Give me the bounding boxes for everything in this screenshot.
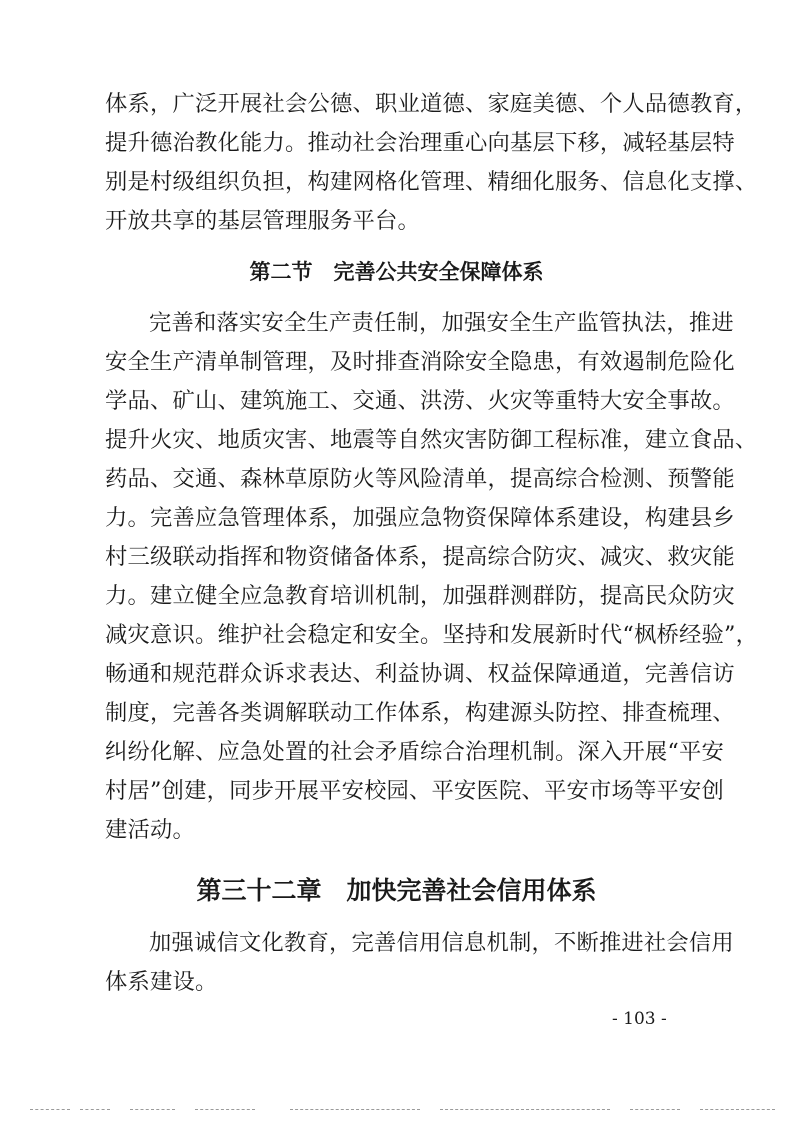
paragraph-line: 开放共享的基层管理服务平台。 <box>105 208 420 234</box>
paragraph-line: 建活动。 <box>105 817 195 843</box>
paragraph-line: 体系，广泛开展社会公德、职业道德、家庭美德、个人品德教育， <box>105 91 758 117</box>
paragraph-line: 村居”创建，同步开展平安校园、平安医院、平安市场等平安创 <box>105 778 725 804</box>
paragraph-grassroots-governance <box>105 85 758 241</box>
paragraph-line: 完善和落实安全生产责任制，加强安全生产监管执法，推进 <box>149 310 734 336</box>
paragraph-line: 力。完善应急管理体系，加强应急物资保障体系建设，构建县乡 <box>105 505 735 531</box>
paragraph-line: 安全生产清单制管理，及时排查消除安全隐患，有效遏制危险化 <box>105 349 735 375</box>
paragraph-line: 加强诚信文化教育，完善信用信息机制，不断推进社会信用 <box>149 930 734 956</box>
section-heading: 第二节 完善公共安全保障体系 <box>249 260 544 284</box>
paragraph-public-safety <box>105 304 759 850</box>
paragraph-line: 提升德治教化能力。推动社会治理重心向基层下移，减轻基层特 <box>105 130 735 156</box>
paragraph-line: 提升火灾、地质灾害、地震等自然灾害防御工程标准，建立食品、 <box>105 427 758 453</box>
paragraph-line: 别是村级组织负担，构建网格化管理、精细化服务、信息化支撑、 <box>105 169 758 195</box>
paragraph-line: 体系建设。 <box>105 969 218 995</box>
chapter-heading: 第三十二章 加快完善社会信用体系 <box>196 876 597 905</box>
paragraph-line: 学品、矿山、建筑施工、交通、洪涝、火灾等重特大安全事故。 <box>105 388 735 414</box>
page-number: - 103 - <box>612 1009 667 1029</box>
paragraph-line: 纠纷化解、应急处置的社会矛盾综合治理机制。深入开展“平安 <box>105 739 725 765</box>
paragraph-line: 减灾意识。维护社会稳定和安全。坚持和发展新时代“枫桥经验”， <box>105 622 759 648</box>
paragraph-line: 畅通和规范群众诉求表达、利益协调、权益保障通道，完善信访 <box>105 661 735 687</box>
paragraph-line: 制度，完善各类调解联动工作体系，构建源头防控、排查梳理、 <box>105 700 735 726</box>
paragraph-social-credit <box>105 924 734 1002</box>
paragraph-line: 力。建立健全应急教育培训机制，加强群测群防，提高民众防灾 <box>105 583 735 609</box>
scan-edge-artifact <box>0 1106 793 1114</box>
paragraph-line: 药品、交通、森林草原防火等风险清单，提高综合检测、预警能 <box>105 466 735 492</box>
paragraph-line: 村三级联动指挥和物资储备体系，提高综合防灾、减灾、救灾能 <box>105 544 735 570</box>
